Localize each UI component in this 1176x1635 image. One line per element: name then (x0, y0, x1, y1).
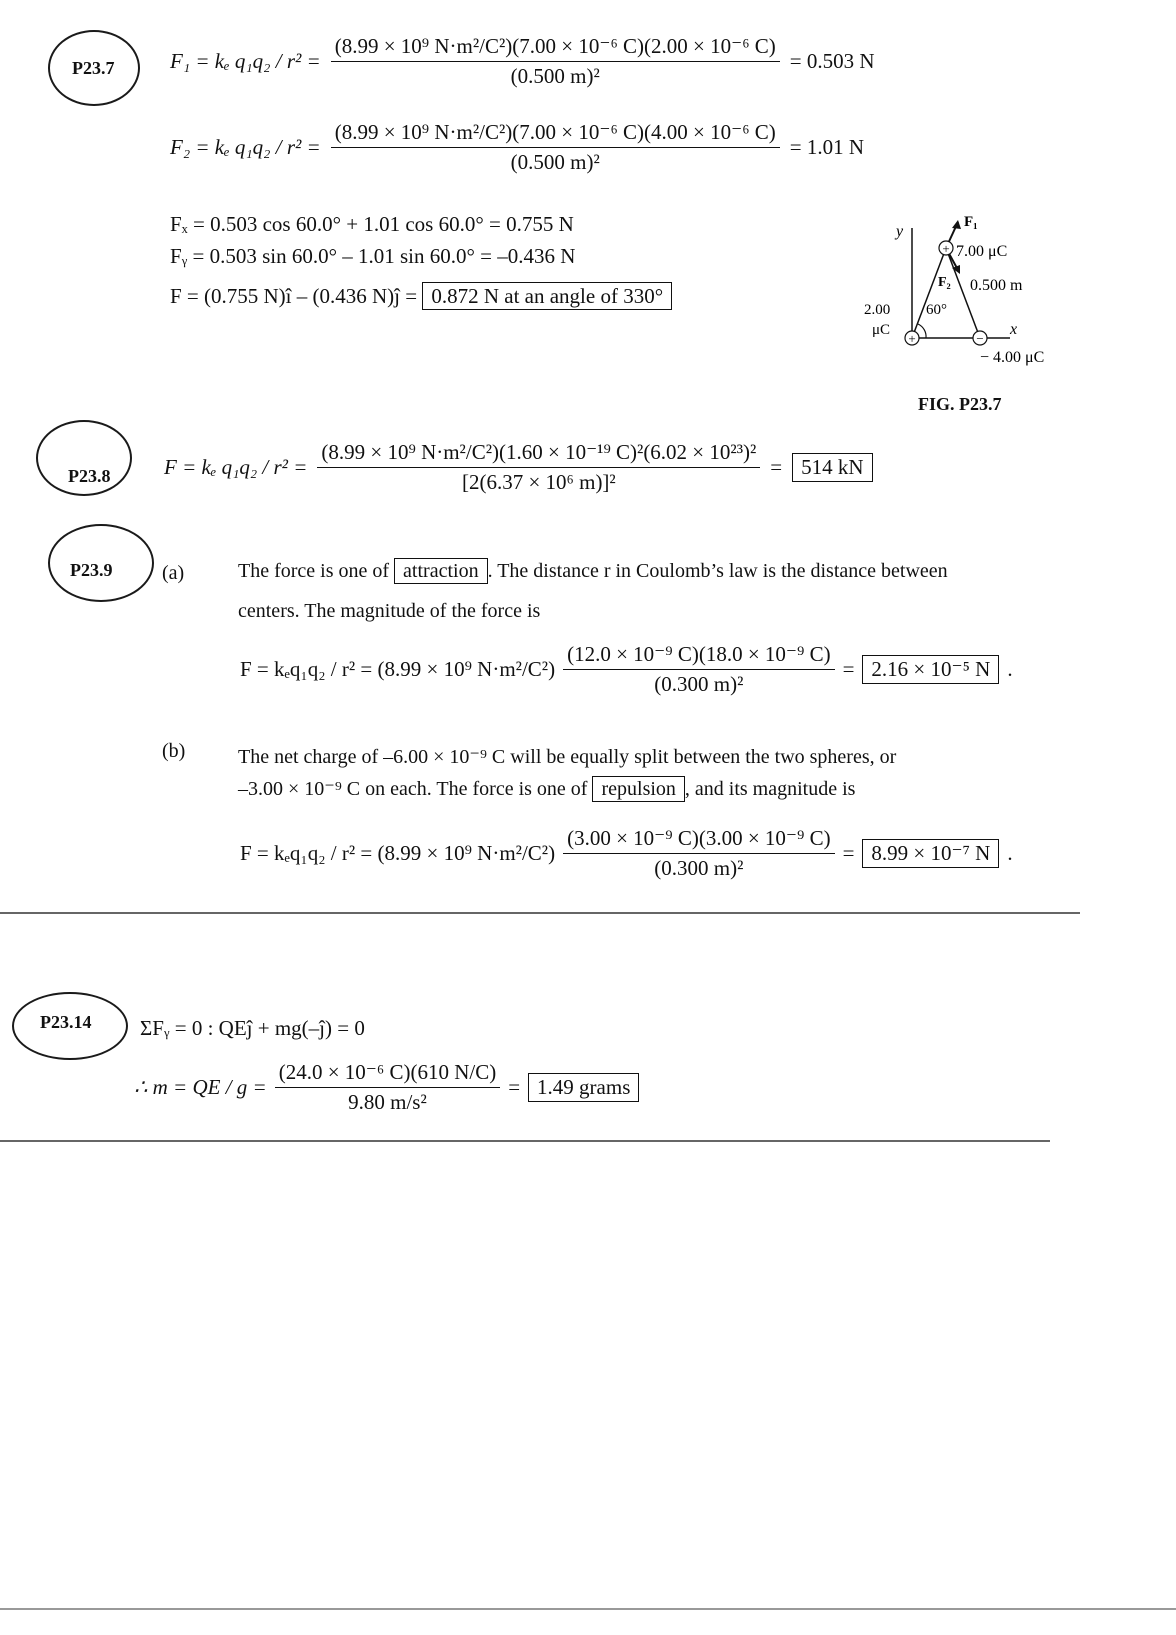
fy-equation: Fᵧ = 0.503 sin 60.0° – 1.01 sin 60.0° = –0.436 N (170, 244, 576, 268)
bottom-divider (0, 1140, 1050, 1142)
part-b-line1: The net charge of –6.00 × 10⁻⁹ C will be equally split between the two spheres, or (238, 746, 897, 768)
minus-sign-right: − (976, 331, 984, 346)
p23-14-lhs: ∴ m = QE / g = (134, 1075, 267, 1099)
f2-fraction (331, 120, 780, 175)
part-a-period: . (1007, 657, 1013, 681)
f1-numerator: (8.99 × 10⁹ N·m²/C²)(7.00 × 10⁻⁶ C)(2.00 × 10⁻⁶ C) (331, 34, 780, 62)
q-left-value: 2.00 (864, 302, 891, 318)
fvector-answer-box: 0.872 N at an angle of 330° (422, 282, 672, 310)
fx-equation: Fₓ = 0.503 cos 60.0° + 1.01 cos 60.0° = 0.755 N (170, 212, 574, 236)
part-a-equation (240, 642, 1013, 697)
x-axis-label: x (1010, 321, 1018, 338)
side-left (912, 248, 946, 338)
f1-arrowhead (952, 220, 961, 229)
y-axis-label: y (896, 223, 904, 240)
p23-14-denominator: 9.80 m/s² (348, 1090, 427, 1114)
f2-lhs: F₂ = kₑ q₁q₂ / r² = (170, 135, 321, 159)
fvector-equation (170, 284, 672, 309)
attraction-box: attraction (394, 558, 488, 584)
part-b-line2 (238, 776, 855, 801)
part-b-fraction (563, 826, 834, 881)
f2-numerator: (8.99 × 10⁹ N·m²/C²)(7.00 × 10⁻⁶ C)(4.00 × 10⁻⁶ C) (331, 120, 780, 148)
part-b-lhs: F = kₑq₁q₂ / r² = (8.99 × 10⁹ N·m²/C²) (240, 841, 556, 865)
p23-14-answer-box: 1.49 grams (528, 1073, 639, 1102)
part-b-denominator: (0.300 m)² (654, 856, 744, 880)
f1-equation (170, 34, 875, 89)
q-top-label: 7.00 μC (956, 243, 1008, 260)
problem-label-p23-8: P23.8 (68, 466, 111, 486)
part-b-equals: = (842, 841, 855, 865)
p23-8-answer-box: 514 kN (792, 453, 872, 482)
part-a-text1: The force is one of (238, 560, 390, 582)
figure-p23-7 (860, 210, 1080, 370)
part-a-denominator: (0.300 m)² (654, 672, 744, 696)
part-a-fraction (563, 642, 834, 697)
q-left-unit: μC (872, 322, 891, 338)
part-b-text3: , and its magnitude is (684, 778, 856, 800)
plus-sign-left: + (908, 331, 916, 346)
f1-result: = 0.503 N (789, 49, 875, 73)
part-a-tag: (a) (162, 562, 185, 584)
p23-8-equation (164, 440, 873, 495)
p23-8-denominator: [2(6.37 × 10⁶ m)]² (461, 470, 616, 494)
page-bottom-edge (0, 1608, 1176, 1610)
part-a-equals: = (842, 657, 855, 681)
f2-label: F₂ (938, 275, 951, 290)
f2-denominator: (0.500 m)² (510, 150, 600, 174)
part-b-tag: (b) (162, 740, 186, 762)
p23-14-equals: = (508, 1075, 521, 1099)
figure-caption: FIG. P23.7 (918, 394, 1002, 414)
f2-equation (170, 120, 864, 175)
p23-14-sum-equation: ΣFᵧ = 0 : QEĵ + mg(–ĵ) = 0 (140, 1016, 365, 1040)
part-a-numerator: (12.0 × 10⁻⁹ C)(18.0 × 10⁻⁹ C) (563, 642, 834, 670)
q-right-label: − 4.00 μC (980, 349, 1045, 366)
f1-fraction (331, 34, 780, 89)
f1-lhs: F₁ = kₑ q₁q₂ / r² = (170, 49, 321, 73)
p23-8-lhs: F = kₑ q₁q₂ / r² = (164, 455, 308, 479)
part-a-lhs: F = kₑq₁q₂ / r² = (8.99 × 10⁹ N·m²/C²) (240, 657, 556, 681)
part-b-period: . (1007, 841, 1013, 865)
problem-label-p23-7: P23.7 (72, 58, 115, 78)
p23-8-fraction (317, 440, 760, 495)
part-a-line1 (238, 560, 948, 583)
part-a-text2: . The distance r in Coulomb’s law is the distance between (487, 560, 948, 582)
problem-label-p23-9: P23.9 (70, 560, 113, 580)
part-a-answer-box: 2.16 × 10⁻⁵ N (862, 655, 999, 684)
plus-sign-top: + (942, 241, 950, 256)
f1-denominator: (0.500 m)² (510, 64, 600, 88)
part-b-text2: –3.00 × 10⁻⁹ C on each. The force is one of (238, 778, 588, 800)
problem-label-p23-14: P23.14 (40, 1012, 92, 1032)
p23-8-equals: = (770, 455, 783, 479)
angle-label: 60° (926, 302, 947, 318)
distance-label: 0.500 m (970, 277, 1023, 294)
p23-14-mass-equation (134, 1060, 639, 1115)
f2-result: = 1.01 N (789, 135, 865, 159)
part-b-answer-box: 8.99 × 10⁻⁷ N (862, 839, 999, 868)
p23-14-fraction (275, 1060, 501, 1115)
part-b-equation (240, 826, 1013, 881)
part-b-numerator: (3.00 × 10⁻⁹ C)(3.00 × 10⁻⁹ C) (563, 826, 834, 854)
p23-8-numerator: (8.99 × 10⁹ N·m²/C²)(1.60 × 10⁻¹⁹ C)²(6.02 × 10²³)² (317, 440, 760, 468)
f1-label: F₁ (964, 214, 978, 230)
section-divider (0, 912, 1080, 914)
repulsion-box: repulsion (592, 776, 684, 802)
fvector-lhs: F = (0.755 N)î – (0.436 N)ĵ = (170, 284, 418, 308)
p23-14-numerator: (24.0 × 10⁻⁶ C)(610 N/C) (275, 1060, 501, 1088)
part-a-line2: centers. The magnitude of the force is (238, 600, 541, 622)
